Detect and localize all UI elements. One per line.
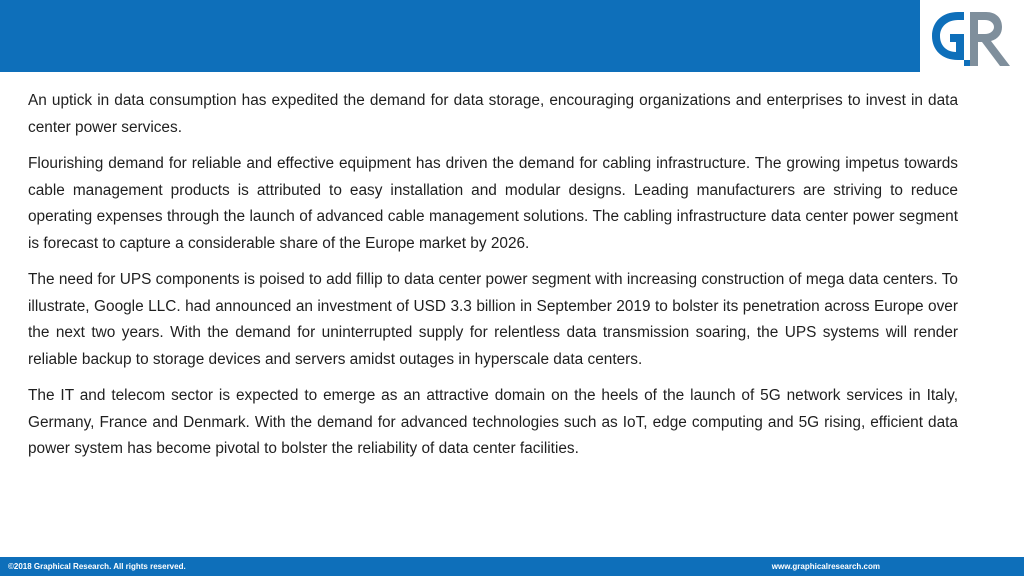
paragraph-4: The IT and telecom sector is expected to emerge as an attractive domain on the heels of the launch of 5G network services in Italy, Germany, France and Denmark. With the demand for advanced technologies such as IoT, edge computing and 5G rising, efficient data power system has become pivotal to bolster the reliability of data center facilities.: [28, 387, 958, 457]
footer-bar: [0, 557, 1024, 576]
paragraph-3: The need for UPS components is poised to add fillip to data center power segment with increasing construction of mega data centers. To illustrate, Google LLC. had announced an investment of USD 3.3 billion in September 2019 to bolster its penetration across Europe over the next two years. With the demand for uninterrupted supply for relentless data transmission soaring, the UPS systems will render reliable backup to storage devices and servers amidst outages in hyperscale data centers.: [28, 271, 958, 368]
body-text: [28, 88, 958, 473]
footer-website-link[interactable]: www.graphicalresearch.com: [771, 562, 880, 571]
paragraph-1: An uptick in data consumption has expedited the demand for data storage, encouraging organizations and enterprises to invest in data center power services.: [28, 92, 958, 136]
logo: [920, 0, 1024, 72]
footer-copyright: ©2018 Graphical Research. All rights reserved.: [8, 562, 186, 571]
header-bar: [0, 0, 1024, 72]
graphical-research-logo-icon: [920, 0, 1024, 72]
paragraph-2: Flourishing demand for reliable and effective equipment has driven the demand for cabling infrastructure. The growing impetus towards cable management products is attributed to easy installation and modular designs. Leading manufacturers are striving to reduce operating expenses through the launch of advanced cable management solutions. The cabling infrastructure data center power segment is forecast to capture a considerable share of the Europe market by 2026.: [28, 155, 958, 252]
